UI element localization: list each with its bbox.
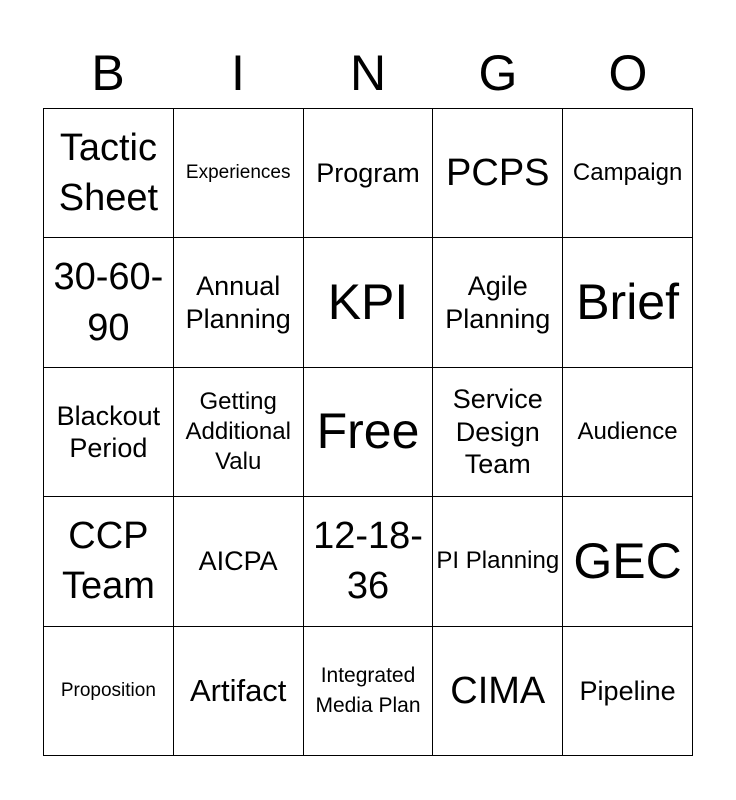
cell-text: Campaign <box>572 159 683 187</box>
bingo-cell[interactable] <box>433 109 563 238</box>
cell-text: PI Planning <box>436 547 560 575</box>
cell-text: Tactic Sheet <box>58 126 159 220</box>
bingo-cell[interactable] <box>433 368 563 497</box>
bingo-cell[interactable] <box>563 109 693 238</box>
bingo-cell[interactable] <box>433 497 563 626</box>
free-space[interactable] <box>304 368 434 497</box>
cell-text: CCP Team <box>61 514 155 608</box>
bingo-cell[interactable] <box>174 238 304 367</box>
header-letter-n: N <box>349 45 387 101</box>
bingo-cell[interactable] <box>563 238 693 367</box>
free-space-label: Free <box>316 403 420 460</box>
cell-text: GEC <box>573 532 682 589</box>
bingo-cell[interactable] <box>304 497 434 626</box>
bingo-cell[interactable] <box>563 627 693 756</box>
cell-text: Service Design Team <box>452 384 543 480</box>
bingo-cell[interactable] <box>174 109 304 238</box>
bingo-cell[interactable] <box>44 627 174 756</box>
bingo-cell[interactable] <box>44 368 174 497</box>
header-letter-b: B <box>91 45 125 101</box>
cell-text: Integrated Media Plan <box>315 664 421 717</box>
bingo-cell[interactable] <box>174 497 304 626</box>
header-letter-o: O <box>608 45 648 101</box>
bingo-cell[interactable] <box>433 627 563 756</box>
bingo-cell[interactable] <box>304 627 434 756</box>
cell-text: Program <box>316 158 420 188</box>
cell-text: 30-60-90 <box>53 256 164 349</box>
cell-text: Pipeline <box>579 675 676 706</box>
bingo-cell[interactable] <box>174 627 304 756</box>
bingo-cell[interactable] <box>433 238 563 367</box>
cell-text: Agile Planning <box>445 271 551 334</box>
bingo-cell[interactable] <box>44 109 174 238</box>
cell-text: Experiences <box>185 162 291 184</box>
cell-text: Artifact <box>189 673 287 709</box>
cell-text: 12-18-36 <box>313 514 423 608</box>
cell-text: CIMA <box>450 669 546 712</box>
cell-text: Proposition <box>60 679 156 701</box>
header-letter-g: G <box>478 45 518 101</box>
bingo-cell[interactable] <box>44 238 174 367</box>
bingo-cell[interactable] <box>304 238 434 367</box>
header-letter-i: I <box>231 45 245 101</box>
bingo-header <box>43 38 693 108</box>
cell-text: KPI <box>327 274 409 331</box>
bingo-cell[interactable] <box>304 109 434 238</box>
cell-text: AICPA <box>198 546 278 577</box>
bingo-cell[interactable] <box>44 497 174 626</box>
cell-text: Getting Additional Valu <box>185 387 291 475</box>
bingo-card <box>43 108 693 756</box>
cell-text: Brief <box>576 274 679 331</box>
cell-text: Audience <box>577 417 678 445</box>
bingo-cell[interactable] <box>563 497 693 626</box>
bingo-cell[interactable] <box>174 368 304 497</box>
cell-text: Blackout Period <box>56 400 161 463</box>
bingo-cell[interactable] <box>563 368 693 497</box>
cell-text: PCPS <box>446 151 550 194</box>
cell-text: Annual Planning <box>185 271 291 334</box>
